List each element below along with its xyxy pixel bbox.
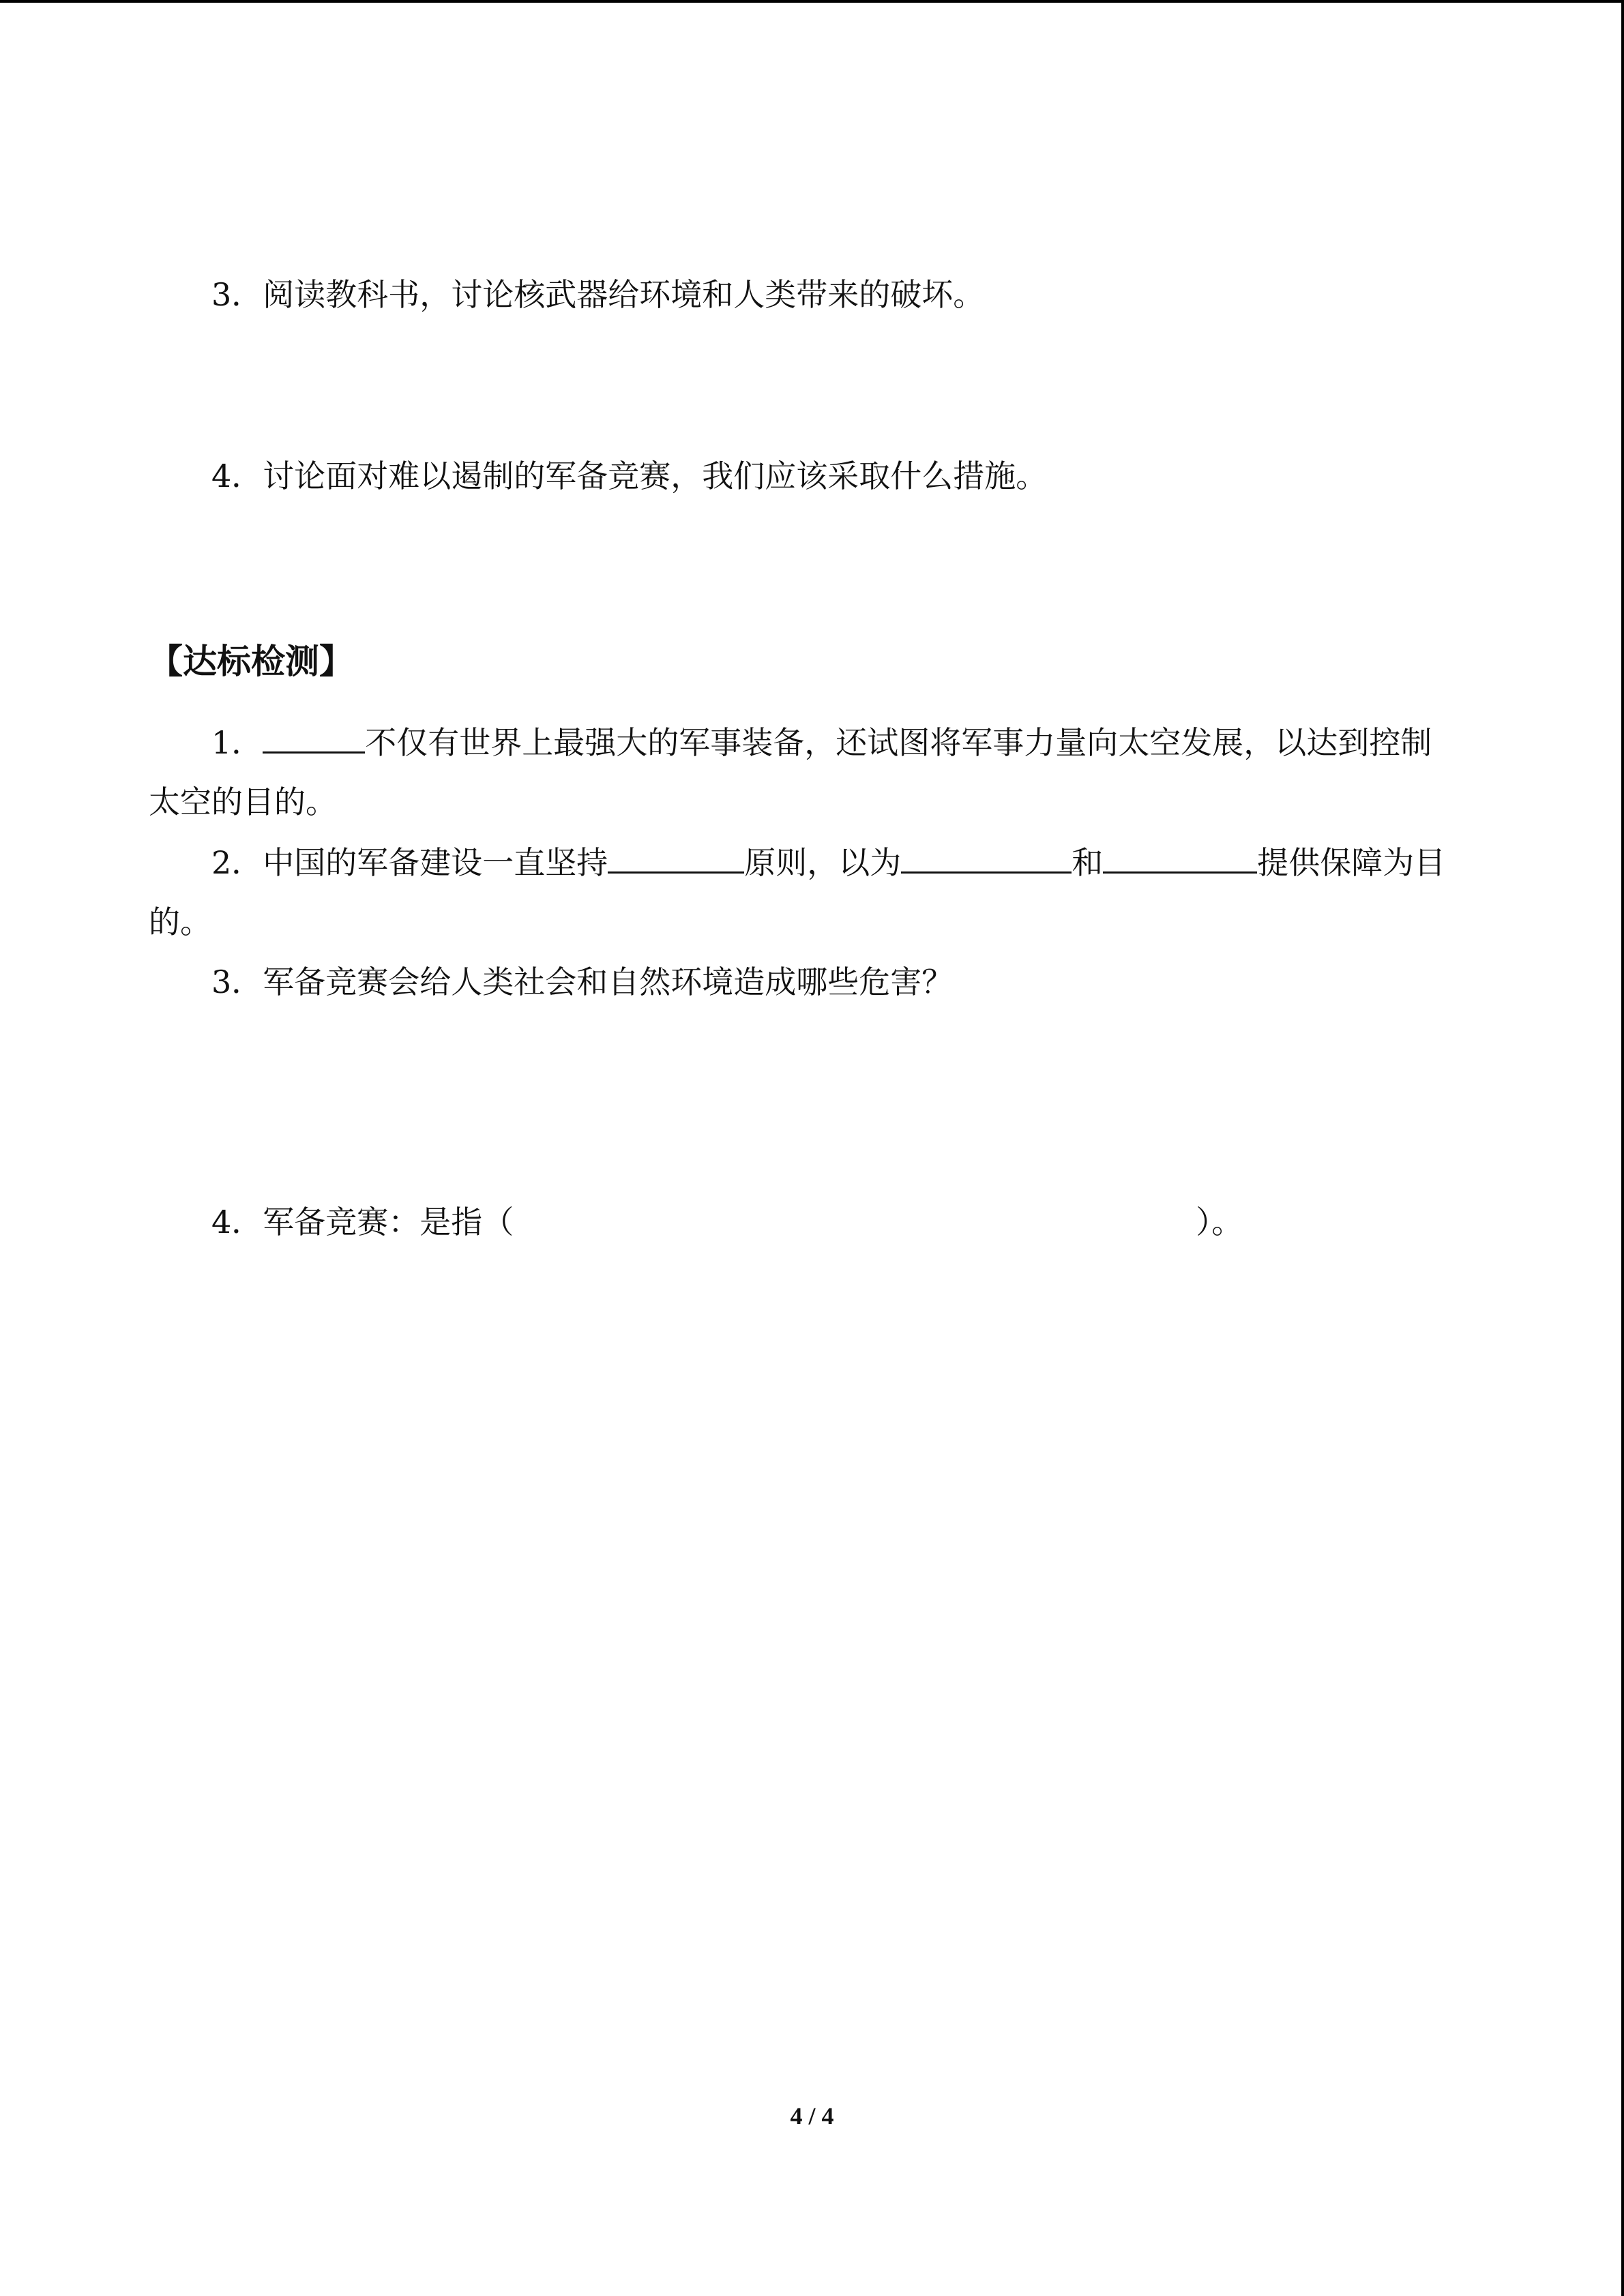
section-heading: 【达标检测】 (149, 642, 353, 681)
question-2-line-2: 的。 (149, 904, 211, 940)
question-1-line-2: 太空的目的。 (149, 784, 337, 820)
question-2-line-1 (211, 841, 1445, 883)
activity-item-3: 3．阅读教科书，讨论核武器给环境和人类带来的破坏。 (211, 276, 985, 313)
answer-blank-1[interactable] (263, 721, 365, 754)
question-2-text-c: 和 (1072, 844, 1104, 881)
question-2-text-b: 原则，以为 (744, 844, 902, 881)
activity-item-4: 4．讨论面对难以遏制的军备竞赛，我们应该采取什么措施。 (211, 458, 1048, 494)
question-3: 3．军备竞赛会给人类社会和自然环境造成哪些危害？ (211, 964, 954, 1000)
question-1-number: 1． (211, 724, 263, 761)
question-2-text-a: 2．中国的军备建设一直坚持 (211, 844, 608, 881)
answer-blank-4[interactable] (1103, 841, 1257, 874)
question-2-text-d: 提供保障为目 (1257, 844, 1446, 881)
question-4-text-b: ）。 (1196, 1204, 1243, 1240)
question-4-text-a: 4．军备竞赛：是指（ (211, 1204, 514, 1240)
page-border-right (1621, 0, 1624, 2296)
question-1-text: 不仅有世界上最强大的军事装备，还试图将军事力量向太空发展，以达到控制 (365, 724, 1432, 761)
answer-blank-2[interactable] (608, 841, 744, 874)
page-number: 4 / 4 (790, 2102, 834, 2130)
page-border-top (0, 0, 1624, 3)
question-4 (211, 1202, 1243, 1242)
answer-blank-3[interactable] (901, 841, 1072, 874)
question-1-line-1 (211, 721, 1432, 763)
